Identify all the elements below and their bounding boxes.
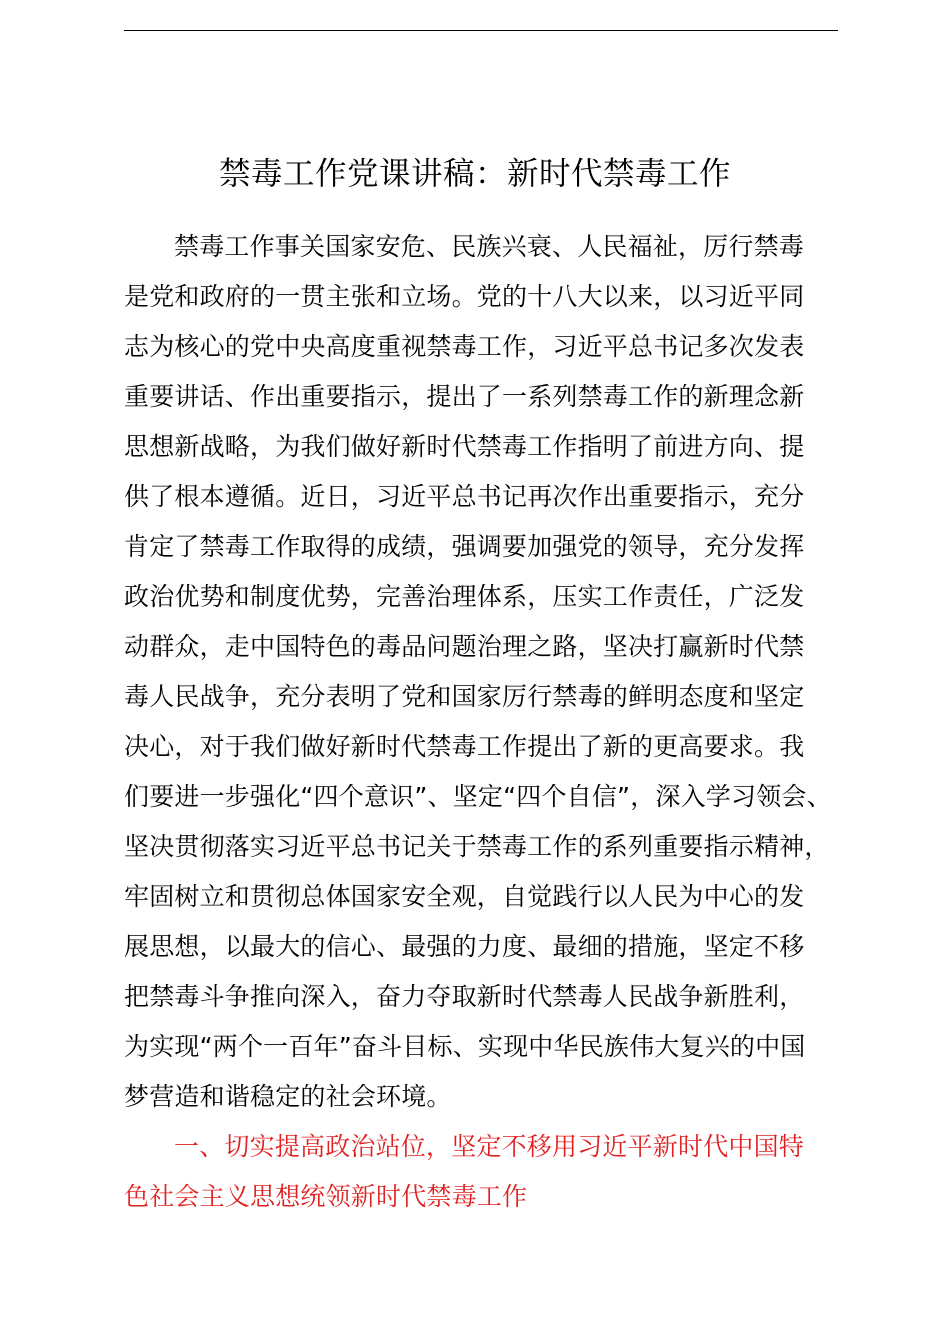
paragraph-line: 政治优势和制度优势，完善治理体系，压实工作责任，广泛发: [124, 582, 805, 611]
paragraph-line: 是党和政府的一贯主张和立场。党的十八大以来，以习近平同: [124, 282, 805, 311]
paragraph-line: 决心，对于我们做好新时代禁毒工作提出了新的更高要求。我: [124, 732, 805, 761]
paragraph-line: 们要进一步强化“四个意识”、坚定“四个自信”，深入学习领会、: [124, 782, 832, 811]
paragraph-line: 动群众，走中国特色的毒品问题治理之路，坚决打赢新时代禁: [124, 632, 805, 661]
paragraph-line: 重要讲话、作出重要指示，提出了一系列禁毒工作的新理念新: [124, 382, 805, 411]
paragraph-line: 肯定了禁毒工作取得的成绩，强调要加强党的领导，充分发挥: [124, 532, 805, 561]
paragraph-line: 梦营造和谐稳定的社会环境。: [124, 1082, 452, 1111]
paragraph-line: 把禁毒斗争推向深入，奋力夺取新时代禁毒人民战争新胜利，: [124, 982, 805, 1011]
paragraph-line: 为实现“两个一百年”奋斗目标、实现中华民族伟大复兴的中国: [124, 1032, 806, 1061]
header-rule: [124, 30, 838, 31]
paragraph-line: 思想新战略，为我们做好新时代禁毒工作指明了前进方向、提: [124, 432, 805, 461]
paragraph-line: 毒人民战争，充分表明了党和国家厉行禁毒的鲜明态度和坚定: [124, 682, 805, 711]
paragraph-line: 坚决贯彻落实习近平总书记关于禁毒工作的系列重要指示精神，: [124, 832, 830, 861]
paragraph-line: 供了根本遵循。近日，习近平总书记再次作出重要指示，充分: [124, 482, 805, 511]
document-title: 禁毒工作党课讲稿：新时代禁毒工作: [218, 156, 731, 192]
section-heading-line: 一、切实提高政治站位，坚定不移用习近平新时代中国特: [174, 1132, 805, 1161]
paragraph-line: 展思想，以最大的信心、最强的力度、最细的措施，坚定不移: [124, 932, 805, 961]
section-heading-line: 色社会主义思想统领新时代禁毒工作: [124, 1182, 528, 1211]
paragraph-line: 牢固树立和贯彻总体国家安全观，自觉践行以人民为中心的发: [124, 882, 805, 911]
paragraph-line: 志为核心的党中央高度重视禁毒工作，习近平总书记多次发表: [124, 332, 805, 361]
paragraph-line: 禁毒工作事关国家安危、民族兴衰、人民福祉，厉行禁毒: [174, 232, 805, 261]
